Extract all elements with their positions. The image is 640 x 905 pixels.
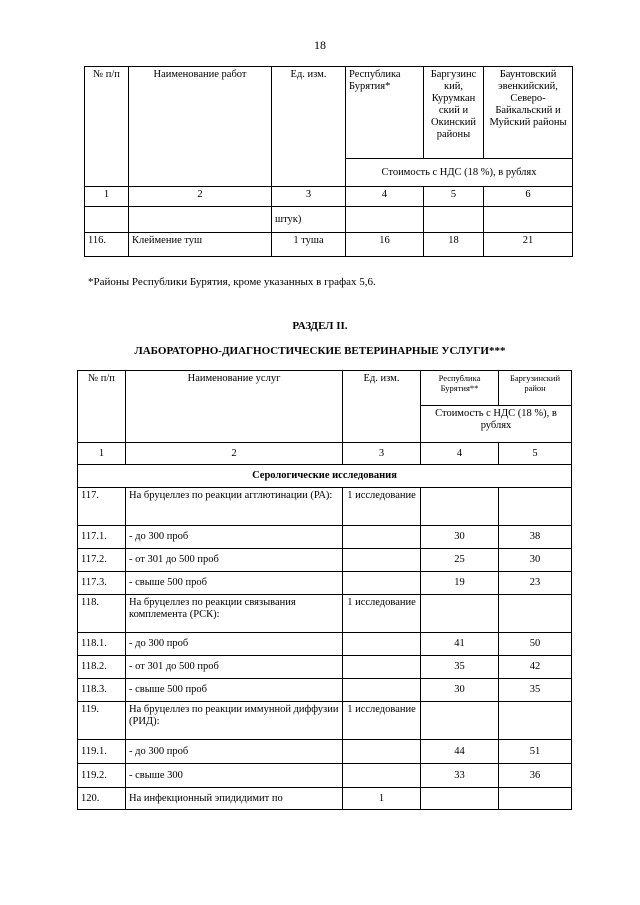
- row-value: 30: [499, 549, 572, 572]
- row-number: 119.1.: [78, 740, 126, 764]
- row-value: 35: [421, 656, 499, 679]
- row-unit: [343, 549, 421, 572]
- row-number: 119.2.: [78, 764, 126, 788]
- row-name: - от 301 до 500 проб: [126, 549, 343, 572]
- row-name: - до 300 проб: [126, 526, 343, 549]
- row-value: 30: [421, 526, 499, 549]
- header-barguzin-districts: Баргузинс кий, Курумкан ский и Окинский районы: [424, 67, 484, 159]
- table-row: [78, 633, 572, 656]
- row-value: 38: [499, 526, 572, 549]
- column-numbers-row: [78, 443, 572, 465]
- table-row: [85, 233, 573, 257]
- table-row: [78, 526, 572, 549]
- header-num: № п/п: [78, 371, 126, 443]
- row-number: 118.: [78, 595, 126, 633]
- column-number: 4: [346, 187, 424, 207]
- column-number: 5: [424, 187, 484, 207]
- row-value: 21: [484, 233, 573, 257]
- row-value: 16: [346, 233, 424, 257]
- header-work-name: Наименование работ: [129, 67, 272, 187]
- header-num: № п/п: [85, 67, 129, 187]
- column-number: 2: [129, 187, 272, 207]
- row-value: 30: [421, 679, 499, 702]
- row-name: На бруцеллез по реакции иммунной диффузии (РИД):: [126, 702, 343, 740]
- row-name: На бруцеллез по реакции агглютинации (РА):: [126, 488, 343, 526]
- row-number: 118.2.: [78, 656, 126, 679]
- row-unit: [343, 656, 421, 679]
- row-value: 35: [499, 679, 572, 702]
- row-name: - от 301 до 500 проб: [126, 656, 343, 679]
- row-name: - свыше 500 проб: [126, 679, 343, 702]
- table-row: [78, 740, 572, 764]
- table-row: [78, 572, 572, 595]
- row-value: [499, 702, 572, 740]
- row-value: 23: [499, 572, 572, 595]
- header-service-name: Наименование услуг: [126, 371, 343, 443]
- footnote: *Районы Республики Бурятия, кроме указанных в графах 5,6.: [88, 276, 376, 288]
- works-price-table: [84, 66, 573, 257]
- table-row: [78, 788, 572, 810]
- table-row: [78, 595, 572, 633]
- header-cost: Стоимость с НДС (18 %), в рублях: [421, 406, 572, 443]
- column-number: 6: [484, 187, 573, 207]
- lab-services-price-table: [77, 370, 572, 810]
- header-buryatia: Республика Бурятия**: [421, 371, 499, 406]
- page-number: 18: [314, 38, 326, 52]
- row-unit: штук): [272, 207, 346, 233]
- row-value: 18: [424, 233, 484, 257]
- row-value: 50: [499, 633, 572, 656]
- row-number: 117.2.: [78, 549, 126, 572]
- row-name: - свыше 500 проб: [126, 572, 343, 595]
- table-row: [78, 549, 572, 572]
- table-row: [78, 679, 572, 702]
- row-value: 33: [421, 764, 499, 788]
- row-value: 36: [499, 764, 572, 788]
- table-row: [78, 702, 572, 740]
- row-unit: 1 исследование: [343, 702, 421, 740]
- row-value: 42: [499, 656, 572, 679]
- row-name: - свыше 300: [126, 764, 343, 788]
- column-number: 3: [343, 443, 421, 465]
- row-number: 119.: [78, 702, 126, 740]
- row-number: 120.: [78, 788, 126, 810]
- column-number: 5: [499, 443, 572, 465]
- row-name: - до 300 проб: [126, 740, 343, 764]
- row-value: [421, 595, 499, 633]
- row-unit: [343, 633, 421, 656]
- header-bauntovsky-districts: Баунтовский эвенкийский, Северо-Байкальский и Муйский районы: [484, 67, 573, 159]
- table-row: [78, 764, 572, 788]
- row-number: 118.3.: [78, 679, 126, 702]
- column-number: 3: [272, 187, 346, 207]
- row-unit: [343, 764, 421, 788]
- row-value: [499, 595, 572, 633]
- section-title: РАЗДЕЛ II.: [292, 320, 348, 332]
- row-unit: [343, 526, 421, 549]
- table-row: [78, 488, 572, 526]
- row-unit: 1: [343, 788, 421, 810]
- row-value: [421, 488, 499, 526]
- row-unit: 1 исследование: [343, 595, 421, 633]
- row-value: [499, 788, 572, 810]
- row-name: Клеймение туш: [129, 233, 272, 257]
- column-number: 4: [421, 443, 499, 465]
- row-name: На инфекционный эпидидимит по: [126, 788, 343, 810]
- header-cost: Стоимость с НДС (18 %), в рублях: [346, 159, 573, 187]
- row-number: 116.: [85, 233, 129, 257]
- row-name: На бруцеллез по реакции связывания комплемента (РСК):: [126, 595, 343, 633]
- row-unit: 1 туша: [272, 233, 346, 257]
- header-barguzin-district: Баргузинский район: [499, 371, 572, 406]
- column-number: 1: [85, 187, 129, 207]
- row-name: - до 300 проб: [126, 633, 343, 656]
- row-value: [421, 788, 499, 810]
- row-value: [499, 488, 572, 526]
- header-buryatia: Республика Бурятия*: [346, 67, 424, 159]
- row-unit: [343, 679, 421, 702]
- row-number: 117.3.: [78, 572, 126, 595]
- column-numbers-row: [85, 187, 573, 207]
- row-value: 41: [421, 633, 499, 656]
- row-number: 117.1.: [78, 526, 126, 549]
- header-unit: Ед. изм.: [343, 371, 421, 443]
- row-value: 44: [421, 740, 499, 764]
- column-number: 2: [126, 443, 343, 465]
- group-title: Серологические исследования: [78, 465, 572, 488]
- row-unit: [343, 740, 421, 764]
- column-number: 1: [78, 443, 126, 465]
- table-row: [85, 207, 573, 233]
- row-unit: [343, 572, 421, 595]
- row-value: [421, 702, 499, 740]
- table-row: [78, 656, 572, 679]
- row-value: 19: [421, 572, 499, 595]
- row-unit: 1 исследование: [343, 488, 421, 526]
- section-subtitle: ЛАБОРАТОРНО-ДИАГНОСТИЧЕСКИЕ ВЕТЕРИНАРНЫЕ УСЛУГИ***: [134, 345, 506, 357]
- row-number: 118.1.: [78, 633, 126, 656]
- row-number: 117.: [78, 488, 126, 526]
- row-value: 25: [421, 549, 499, 572]
- header-unit: Ед. изм.: [272, 67, 346, 187]
- row-value: 51: [499, 740, 572, 764]
